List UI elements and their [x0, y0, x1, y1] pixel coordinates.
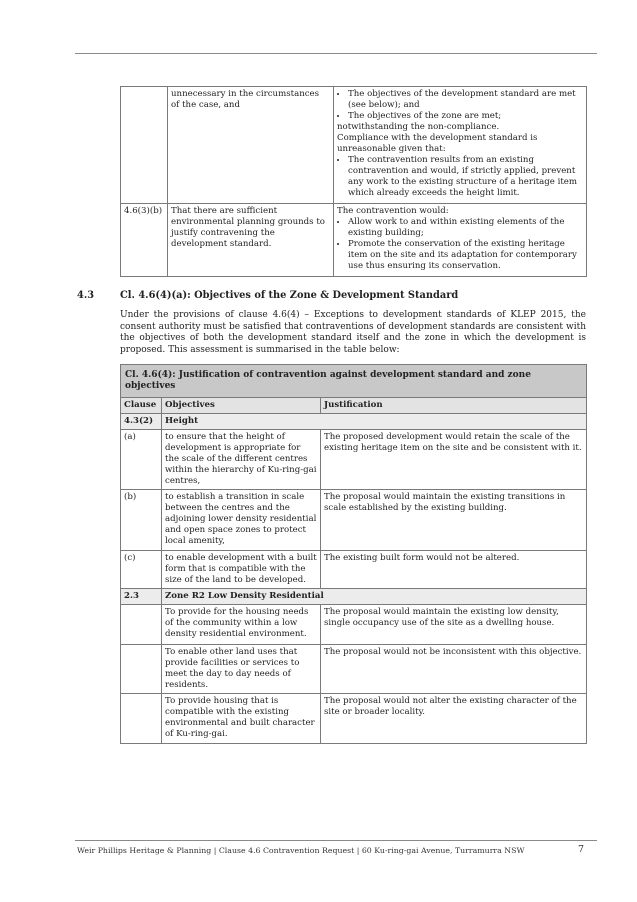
- objective-cell: to establish a transition in scale between the centres and the adjoining lower density residential and open space zones to protect local amenity,: [162, 490, 321, 551]
- column-header-row: [121, 398, 587, 414]
- justification-cell: The existing built form would not be altered.: [321, 551, 587, 589]
- justification-cell: The proposed development would retain the scale of the existing heritage item on the site and be consistent with it.: [321, 430, 587, 490]
- table-row: [121, 645, 587, 694]
- column-header-justification: Justification: [321, 398, 587, 414]
- justification-cell: The proposal would maintain the existing low density, single occupancy use of the site as a dwelling house.: [321, 605, 587, 645]
- response-text: notwithstanding the non-compliance.: [337, 122, 500, 132]
- table-title: Cl. 4.6(4): Justification of contravention against development standard and zone objectives: [121, 365, 587, 398]
- page-number: 7: [578, 844, 585, 855]
- justification-cell: The proposal would not alter the existing character of the site or broader locality.: [321, 694, 587, 744]
- objective-cell: To provide housing that is compatible with the existing environmental and built character of Ku-ring-gai.: [162, 694, 321, 744]
- table-row: [121, 87, 587, 204]
- list-item: • Promote the conservation of the existing heritage item on the site and its adaptation for contemporary use thus ensuring its conservation.: [348, 239, 583, 272]
- column-header-clause: Clause: [121, 398, 162, 414]
- header-rule: [75, 53, 597, 54]
- objective-cell: To enable other land uses that provide facilities or services to meet the day to day needs of residents.: [162, 645, 321, 694]
- table-row: [121, 204, 587, 277]
- column-header-objectives: Objectives: [162, 398, 321, 414]
- bullet-list: [337, 217, 583, 272]
- group-clause: 2.3: [121, 589, 162, 605]
- footer-rule: [75, 840, 597, 841]
- section-title: Cl. 4.6(4)(a): Objectives of the Zone & Development Standard: [120, 290, 459, 301]
- clause-cell: (c): [121, 551, 162, 589]
- clause-cell: (a): [121, 430, 162, 490]
- response-text: Compliance with the development standard is unreasonable given that:: [337, 133, 538, 154]
- justification-cell: The proposal would maintain the existing transitions in scale established by the existing building.: [321, 490, 587, 551]
- group-row-height: [121, 414, 587, 430]
- group-clause: 4.3(2): [121, 414, 162, 430]
- bullet-list: [337, 155, 583, 199]
- table-row: [121, 490, 587, 551]
- objective-cell: to enable development with a built form that is compatible with the size of the land to be developed.: [162, 551, 321, 589]
- response-cell: [334, 87, 587, 204]
- justification-table: [120, 364, 587, 744]
- clause-cell: 4.6(3)(b): [121, 204, 168, 277]
- group-row-zone: [121, 589, 587, 605]
- clause-cell: [121, 87, 168, 204]
- criteria-table: [120, 86, 587, 277]
- list-item: • Allow work to and within existing elements of the existing building;: [348, 217, 583, 239]
- clause-cell: [121, 694, 162, 744]
- table-row: [121, 694, 587, 744]
- group-name: Height: [162, 414, 587, 430]
- section-number: 4.3: [77, 290, 95, 301]
- bullet-list: [337, 89, 583, 122]
- table-title-row: [121, 365, 587, 398]
- clause-cell: [121, 605, 162, 645]
- response-text: The contravention would:: [337, 206, 449, 216]
- table-row: [121, 551, 587, 589]
- list-item: • The objectives of the development standard are met (see below); and: [348, 89, 583, 111]
- clause-cell: [121, 645, 162, 694]
- section-paragraph: Under the provisions of clause 4.6(4) – Exceptions to development standards of KLEP 2015, the consent authority must be satisfied that contraventions of development standards are consistent with the objectives of both the development standard itself and the zone in which the development is proposed. This assessment is summarised in the table below:: [120, 310, 586, 355]
- clause-cell: (b): [121, 490, 162, 551]
- objective-cell: To provide for the housing needs of the community within a low density residential environment.: [162, 605, 321, 645]
- requirement-cell: unnecessary in the circumstances of the case, and: [168, 87, 334, 204]
- table-row: [121, 430, 587, 490]
- table-row: [121, 605, 587, 645]
- footer-text: Weir Phillips Heritage & Planning | Clause 4.6 Contravention Request | 60 Ku-ring-gai Avenue, Turramurra NSW: [77, 846, 525, 855]
- objective-cell: to ensure that the height of development is appropriate for the scale of the different centres within the hierarchy of Ku-ring-gai centres,: [162, 430, 321, 490]
- list-item: • The contravention results from an existing contravention and would, if strictly applied, prevent any work to the existing structure of a heritage item which already exceeds the height limit.: [348, 155, 583, 199]
- list-item: • The objectives of the zone are met;: [348, 111, 583, 122]
- requirement-cell: That there are sufficient environmental planning grounds to justify contravening the development standard.: [168, 204, 334, 277]
- response-cell: [334, 204, 587, 277]
- justification-cell: The proposal would not be inconsistent with this objective.: [321, 645, 587, 694]
- group-name: Zone R2 Low Density Residential: [162, 589, 587, 605]
